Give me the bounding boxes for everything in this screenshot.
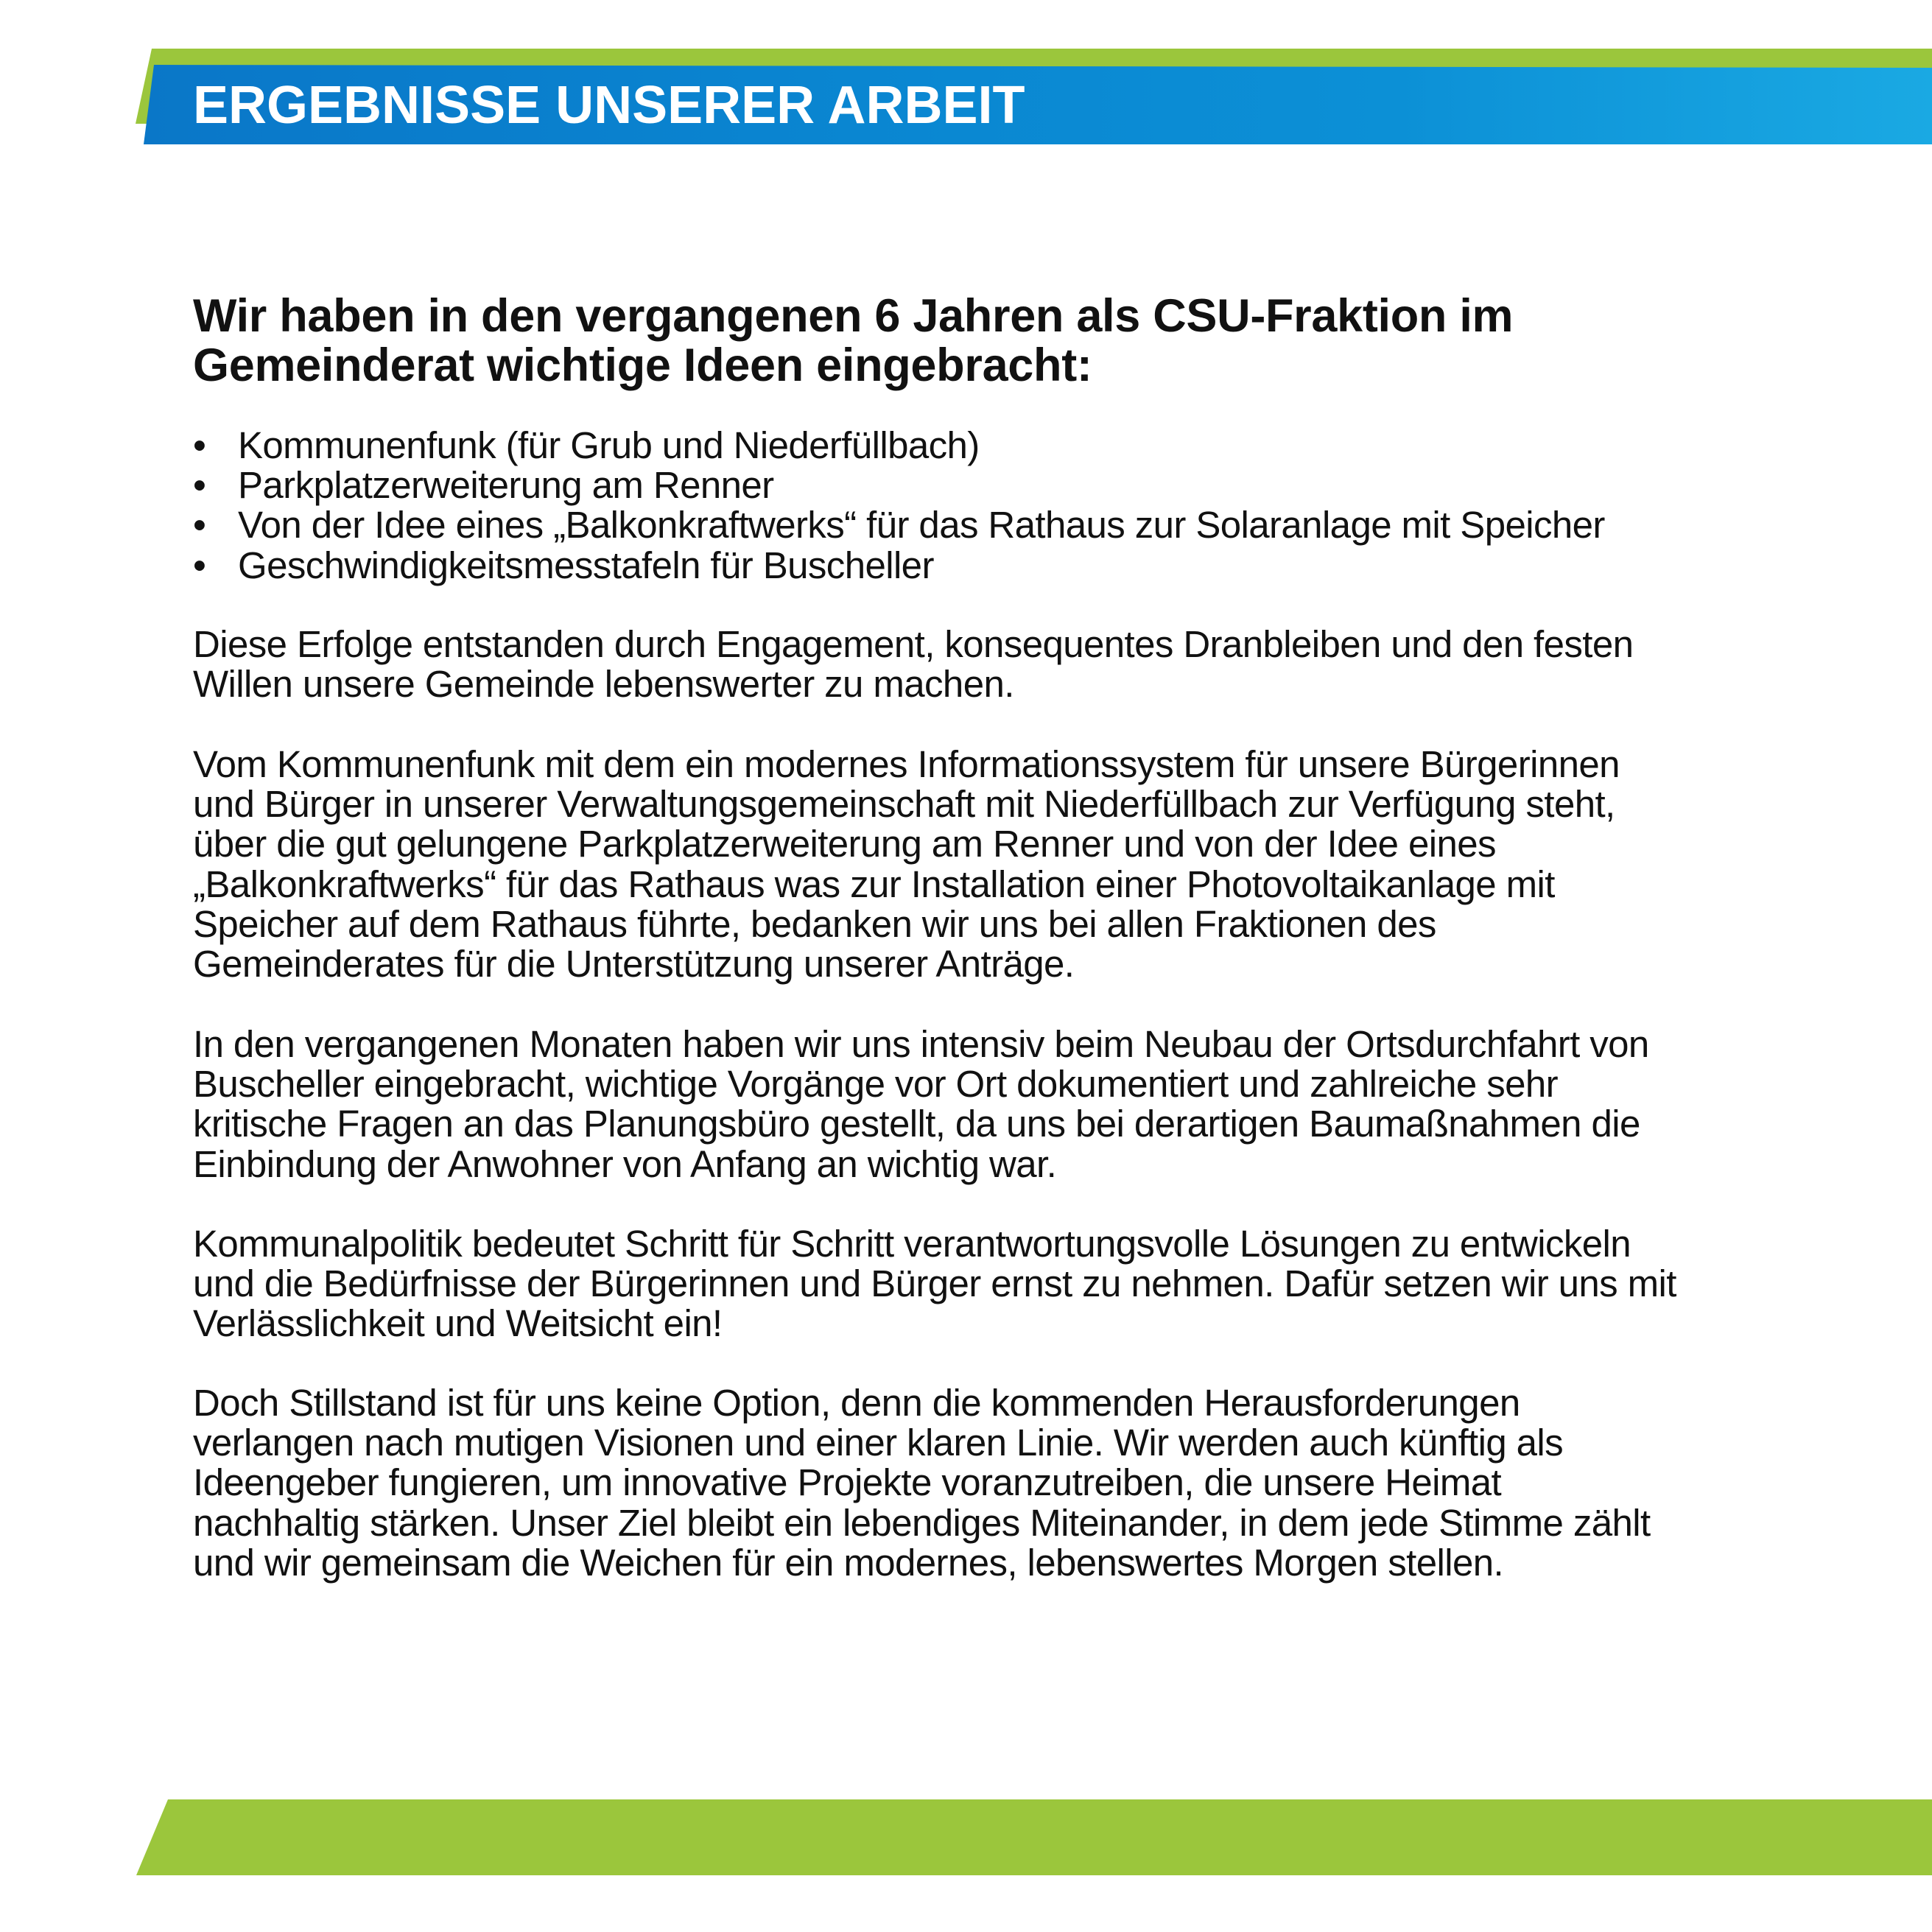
- list-item-text: Geschwindigkeitsmesstafeln für Buscheller: [238, 544, 934, 586]
- paragraph-kommunalpolitik: [193, 1224, 1676, 1344]
- bullet-icon: •: [193, 544, 206, 586]
- paragraph-line: und Bürger in unserer Verwaltungsgemeinschaft mit Niederfüllbach zur Verfügung steht,: [193, 783, 1615, 826]
- paragraph-ortsdurchfahrt: [193, 1025, 1649, 1184]
- paragraph-line: „Balkonkraftwerks“ für das Rathaus was zur Installation einer Photovoltaikanlage mit: [193, 863, 1555, 905]
- paragraph-line: Buscheller eingebracht, wichtige Vorgänge vor Ort dokumentiert und zahlreiche sehr: [193, 1063, 1559, 1106]
- bullet-icon: •: [193, 424, 206, 466]
- paragraph-line: Einbindung der Anwohner von Anfang an wichtig war.: [193, 1142, 1057, 1185]
- paragraph-outlook: [193, 1383, 1651, 1583]
- paragraph-line: Ideengeber fungieren, um innovative Projekte voranzutreiben, die unsere Heimat: [193, 1461, 1502, 1504]
- paragraph-line: Willen unsere Gemeinde lebenswerter zu machen.: [193, 663, 1014, 706]
- paragraph-line: Diese Erfolge entstanden durch Engagement, konsequentes Dranbleiben und den festen: [193, 623, 1634, 665]
- list-item-text: Parkplatzerweiterung am Renner: [238, 464, 774, 507]
- achievements-list: [193, 426, 1605, 586]
- paragraph-line: Verlässlichkeit und Weitsicht ein!: [193, 1302, 723, 1345]
- paragraph-line: In den vergangenen Monaten haben wir uns intensiv beim Neubau der Ortsdurchfahrt von: [193, 1023, 1649, 1065]
- list-item: [193, 505, 1605, 545]
- paragraph-line: Speicher auf dem Rathaus führte, bedanken wir uns bei allen Fraktionen des: [193, 902, 1436, 945]
- paragraph-line: nachhaltig stärken. Unser Ziel bleibt ein lebendiges Miteinander, in dem jede Stimme zählt: [193, 1501, 1651, 1544]
- paragraph-line: über die gut gelungene Parkplatzerweiterung am Renner und von der Idee eines: [193, 823, 1496, 865]
- section-heading: [193, 292, 1513, 390]
- paragraph-line: und wir gemeinsam die Weichen für ein modernes, lebenswertes Morgen stellen.: [193, 1541, 1504, 1584]
- bullet-icon: •: [193, 464, 206, 507]
- paragraph-line: Doch Stillstand ist für uns keine Option, denn die kommenden Herausforderungen: [193, 1382, 1520, 1424]
- list-item-text: Kommunenfunk (für Grub und Niederfüllbach): [238, 424, 980, 466]
- heading-line: Gemeinderat wichtige Ideen eingebracht:: [193, 340, 1092, 391]
- heading-line: Wir haben in den vergangenen 6 Jahren als CSU-Fraktion im: [193, 290, 1514, 342]
- paragraph-line: kritische Fragen an das Planungsbüro gestellt, da uns bei derartigen Baumaßnahmen die: [193, 1103, 1640, 1145]
- list-item: [193, 466, 1605, 505]
- bullet-icon: •: [193, 504, 206, 547]
- footer-green-stripe: [136, 1799, 1932, 1875]
- list-item: [193, 426, 1605, 466]
- paragraph-thanks: [193, 745, 1620, 984]
- page-title: ERGEBNISSE UNSERER ARBEIT: [193, 76, 1025, 135]
- paragraph-line: verlangen nach mutigen Visionen und einer klaren Linie. Wir werden auch künftig als: [193, 1422, 1564, 1464]
- list-item-text: Von der Idee eines „Balkonkraftwerks“ für das Rathaus zur Solaranlage mit Speicher: [238, 504, 1605, 547]
- paragraph-line: und die Bedürfnisse der Bürgerinnen und Bürger ernst zu nehmen. Dafür setzen wir uns mit: [193, 1262, 1676, 1305]
- paragraph-line: Vom Kommunenfunk mit dem ein modernes Informationssystem für unsere Bürgerinnen: [193, 743, 1620, 785]
- paragraph-successes: [193, 625, 1633, 704]
- list-item: [193, 546, 1605, 586]
- paragraph-line: Kommunalpolitik bedeutet Schritt für Schritt verantwortungsvolle Lösungen zu entwickeln: [193, 1223, 1631, 1265]
- paragraph-line: Gemeinderates für die Unterstützung unserer Anträge.: [193, 943, 1075, 986]
